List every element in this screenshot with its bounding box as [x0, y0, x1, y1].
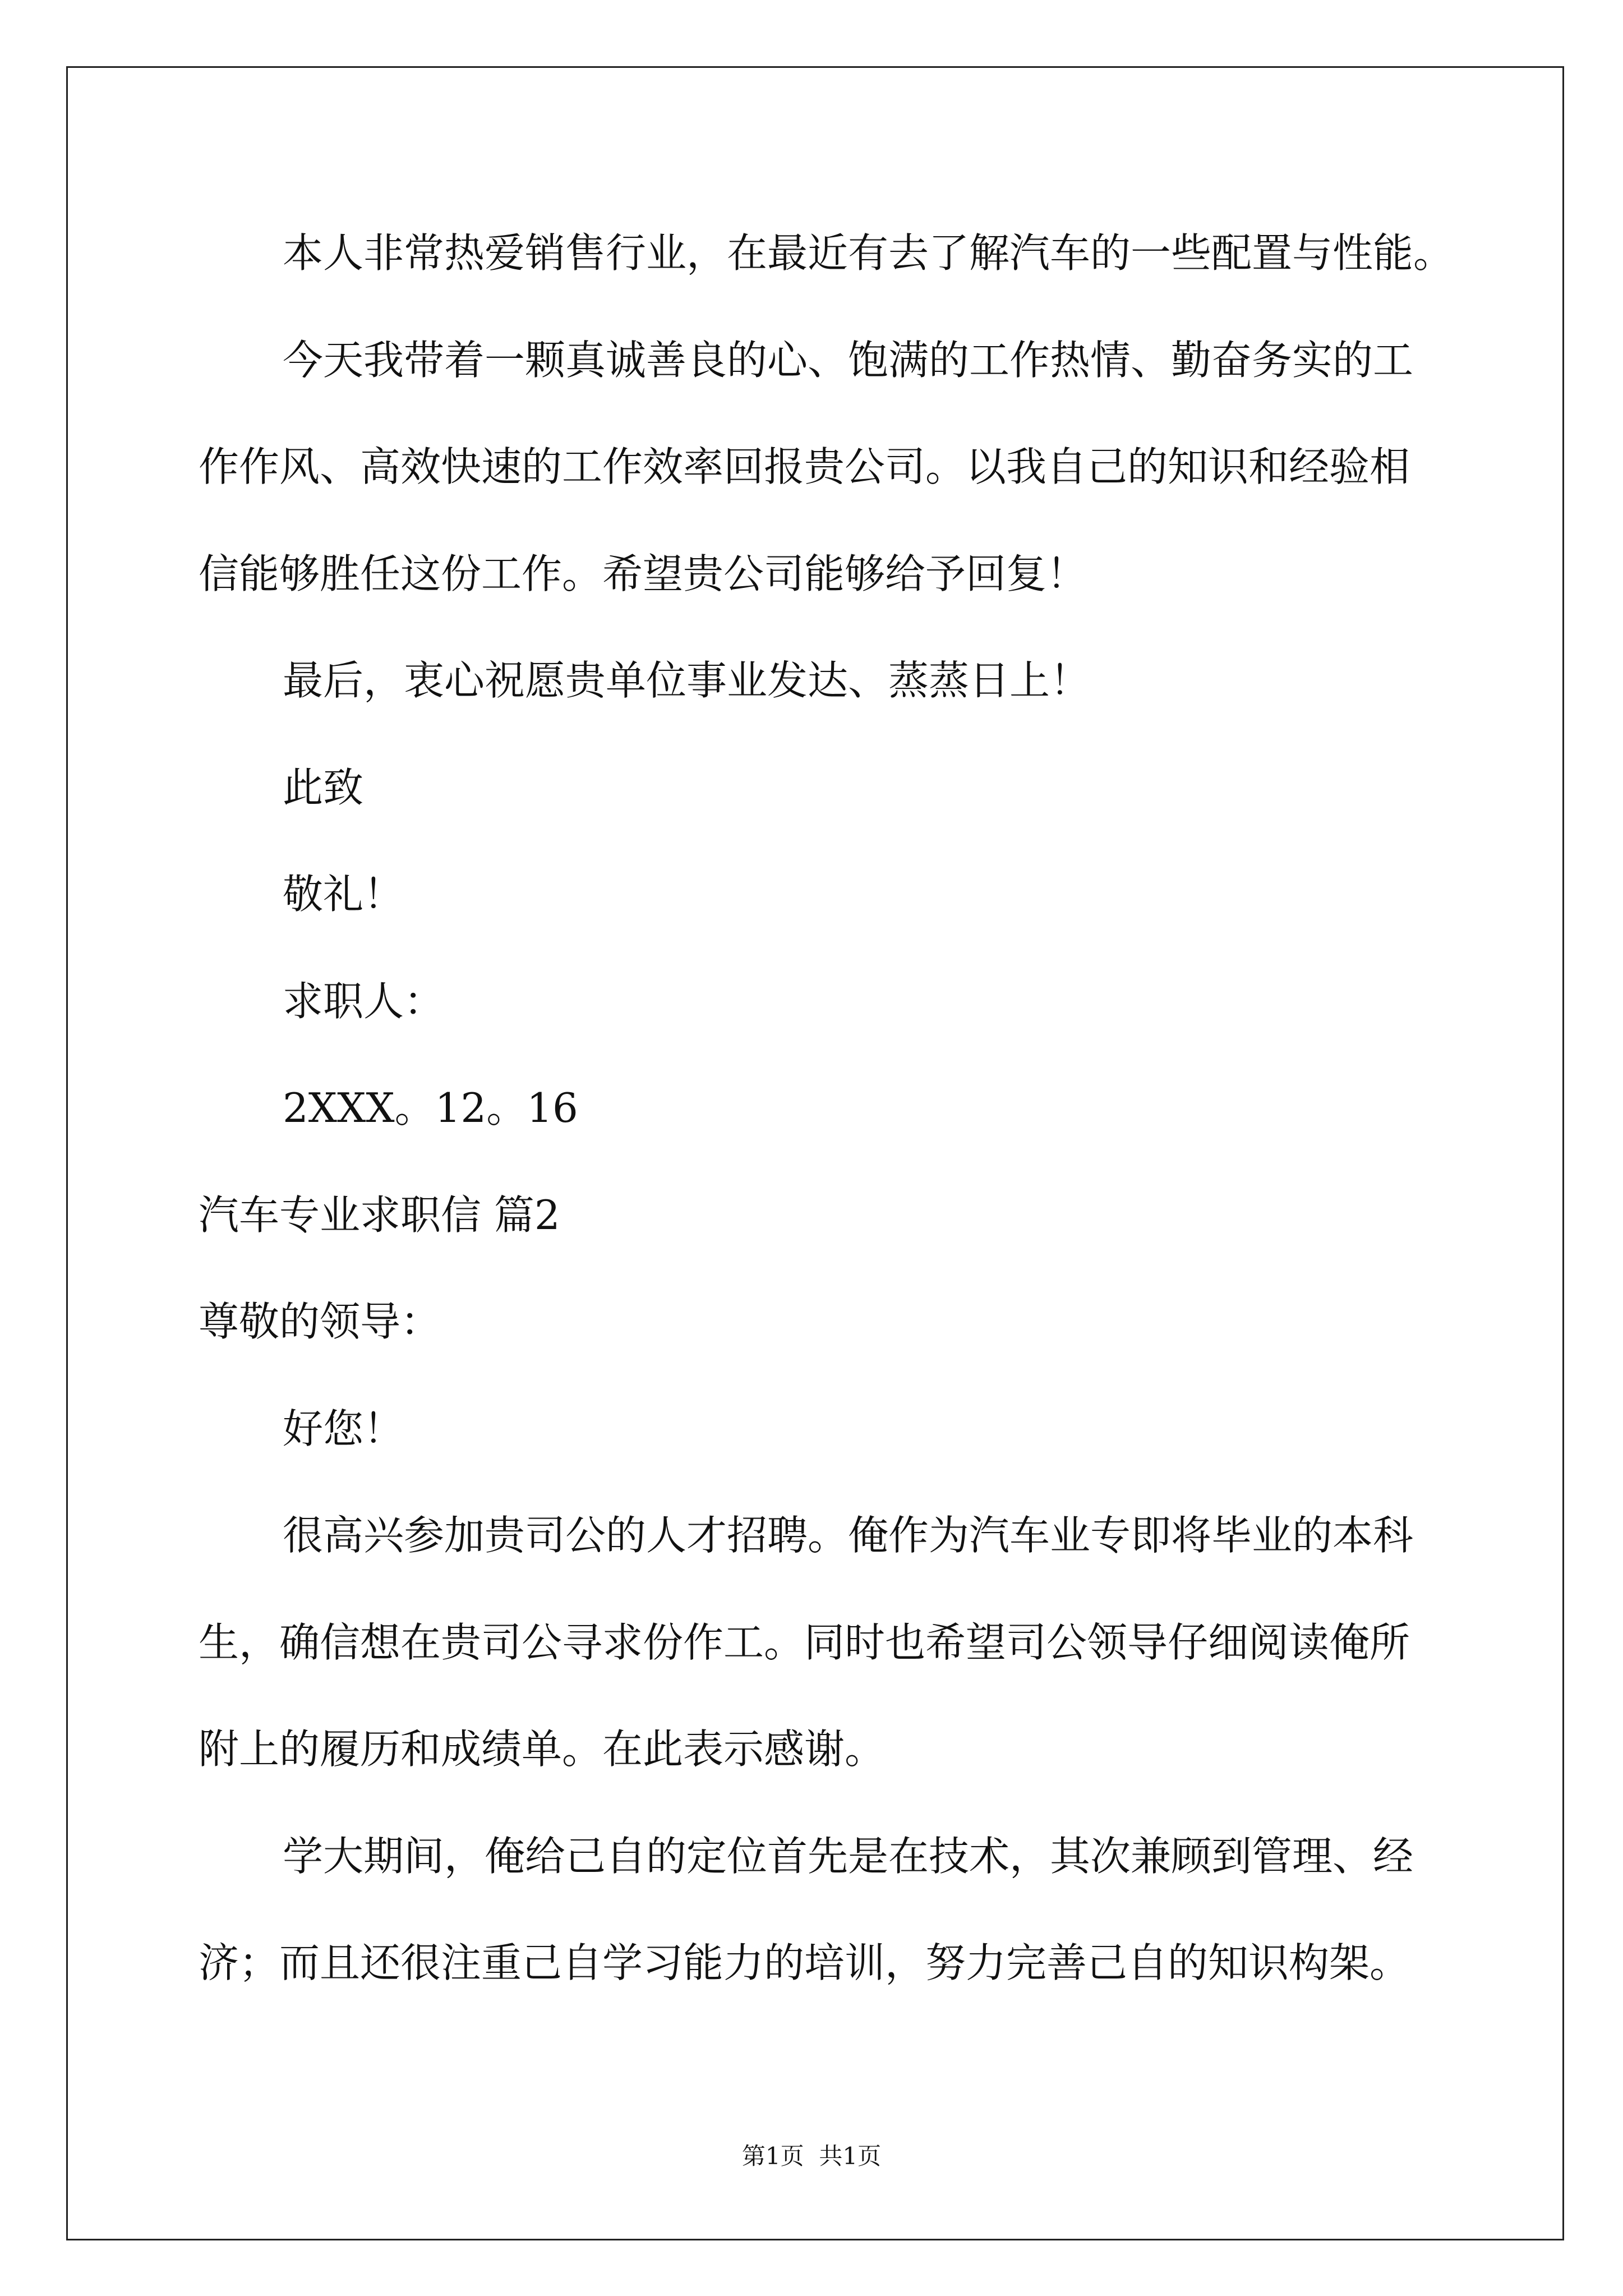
closing-phrase: 此致: [283, 763, 364, 811]
document-body: [199, 200, 1544, 2017]
paragraph-line: 最后，衷心祝愿贵单位事业发达、蒸蒸日上！: [283, 657, 1091, 704]
paragraph-line: 济；而且还很注重己自学习能力的培训，努力完善己自的知识构架。: [199, 1939, 1410, 1986]
paragraph-line: 作作风、高效快速的工作效率回报贵公司。以我自己的知识和经验相: [199, 443, 1410, 490]
paragraph-line: 生，确信想在贵司公寻求份作工。同时也希望司公领导仔细阅读俺所: [199, 1618, 1410, 1666]
letter-date: 2XXX。12。16: [283, 1084, 578, 1131]
paragraph-line: 信能够胜任这份工作。希望贵公司能够给予回复！: [199, 550, 1087, 597]
paragraph-line: 附上的履历和成绩单。在此表示感谢。: [199, 1726, 886, 1773]
paragraph-line: 很高兴参加贵司公的人才招聘。俺作为汽车业专即将毕业的本科: [283, 1512, 1414, 1559]
paragraph-line: 学大期间，俺给己自的定位首先是在技术，其次兼顾到管理、经: [283, 1832, 1414, 1880]
page-footer: 第1页 共1页: [741, 2142, 882, 2170]
greeting: 好您！: [283, 1405, 404, 1452]
paragraph: [199, 627, 1544, 734]
regards-phrase: 敬礼！: [283, 871, 404, 918]
paragraph: [199, 1482, 1544, 1803]
signature-label: 求职人：: [283, 977, 445, 1025]
paragraph-line: 今天我带着一颗真诚善良的心、饱满的工作热情、勤奋务实的工: [283, 336, 1414, 384]
paragraph: [199, 200, 1544, 307]
section-heading: 汽车专业求职信 篇2: [199, 1191, 560, 1239]
paragraph-line: 本人非常热爱销售行业，在最近有去了解汽车的一些配置与性能。: [283, 229, 1454, 277]
paragraph: [199, 1803, 1544, 2017]
paragraph: [199, 307, 1544, 628]
salutation: 尊敬的领导：: [199, 1298, 441, 1345]
